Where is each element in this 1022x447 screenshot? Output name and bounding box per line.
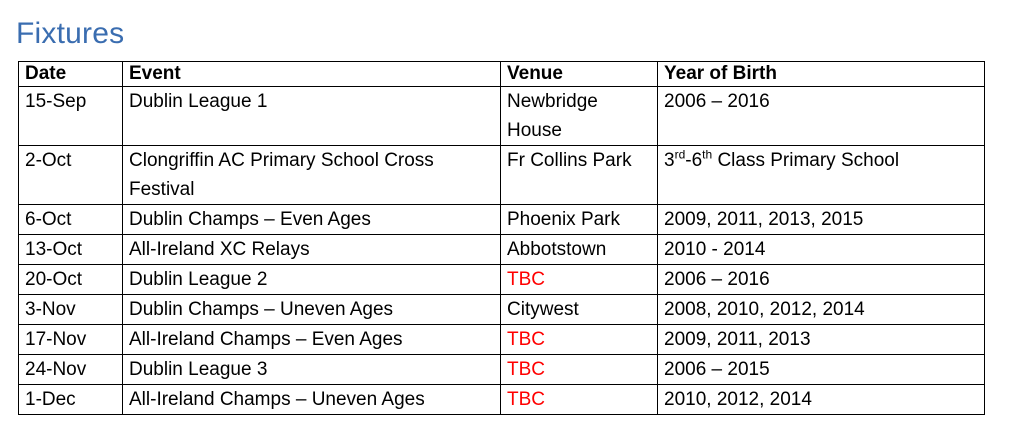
year-of-birth-cell: 2009, 2011, 2013, 2015: [658, 205, 985, 235]
table-row: [19, 385, 985, 415]
venue-cell: TBC: [501, 325, 658, 355]
date-cell: 20-Oct: [19, 265, 123, 295]
date-cell: 13-Oct: [19, 235, 123, 265]
date-cell: 1-Dec: [19, 385, 123, 415]
date-cell: 2-Oct: [19, 146, 123, 205]
venue-cell: TBC: [501, 355, 658, 385]
date-cell: 6-Oct: [19, 205, 123, 235]
year-text: Class Primary School: [712, 150, 900, 171]
column-header-date: Date: [19, 62, 123, 87]
venue-cell: TBC: [501, 385, 658, 415]
date-cell: 3-Nov: [19, 295, 123, 325]
venue-cell: Fr Collins Park: [501, 146, 658, 205]
fixtures-table: [18, 61, 985, 415]
page-title: Fixtures: [16, 17, 125, 50]
column-header-venue: Venue: [501, 62, 658, 87]
table-row: [19, 205, 985, 235]
event-cell: Dublin League 2: [123, 265, 501, 295]
event-cell: Clongriffin AC Primary School Cross Festival: [123, 146, 501, 205]
column-header-year-of-birth: Year of Birth: [658, 62, 985, 87]
table-row: [19, 325, 985, 355]
year-of-birth-cell: 2006 – 2016: [658, 265, 985, 295]
venue-cell: TBC: [501, 265, 658, 295]
table-row: [19, 235, 985, 265]
year-of-birth-cell: 2010, 2012, 2014: [658, 385, 985, 415]
ordinal-suffix: th: [702, 147, 713, 162]
year-of-birth-cell: 2009, 2011, 2013: [658, 325, 985, 355]
year-of-birth-cell: 2008, 2010, 2012, 2014: [658, 295, 985, 325]
column-header-event: Event: [123, 62, 501, 87]
event-cell: All-Ireland Champs – Uneven Ages: [123, 385, 501, 415]
event-cell: All-Ireland Champs – Even Ages: [123, 325, 501, 355]
venue-cell: Citywest: [501, 295, 658, 325]
year-text: -6: [685, 150, 703, 171]
table-row: [19, 355, 985, 385]
ordinal-suffix: rd: [674, 147, 686, 162]
year-of-birth-cell: 2006 – 2016: [658, 87, 985, 146]
table-row: [19, 265, 985, 295]
venue-cell: Abbotstown: [501, 235, 658, 265]
event-cell: Dublin Champs – Even Ages: [123, 205, 501, 235]
year-of-birth-cell: [658, 146, 985, 205]
event-cell: Dublin League 1: [123, 87, 501, 146]
date-cell: 17-Nov: [19, 325, 123, 355]
table-row: [19, 146, 985, 205]
event-cell: All-Ireland XC Relays: [123, 235, 501, 265]
venue-cell: Newbridge House: [501, 87, 658, 146]
date-cell: 15-Sep: [19, 87, 123, 146]
venue-cell: Phoenix Park: [501, 205, 658, 235]
table-row: [19, 87, 985, 146]
date-cell: 24-Nov: [19, 355, 123, 385]
year-text: 3: [664, 150, 675, 171]
table-header-row: [19, 62, 985, 87]
event-cell: Dublin Champs – Uneven Ages: [123, 295, 501, 325]
year-of-birth-cell: 2006 – 2015: [658, 355, 985, 385]
event-cell: Dublin League 3: [123, 355, 501, 385]
table-row: [19, 295, 985, 325]
year-of-birth-cell: 2010 - 2014: [658, 235, 985, 265]
